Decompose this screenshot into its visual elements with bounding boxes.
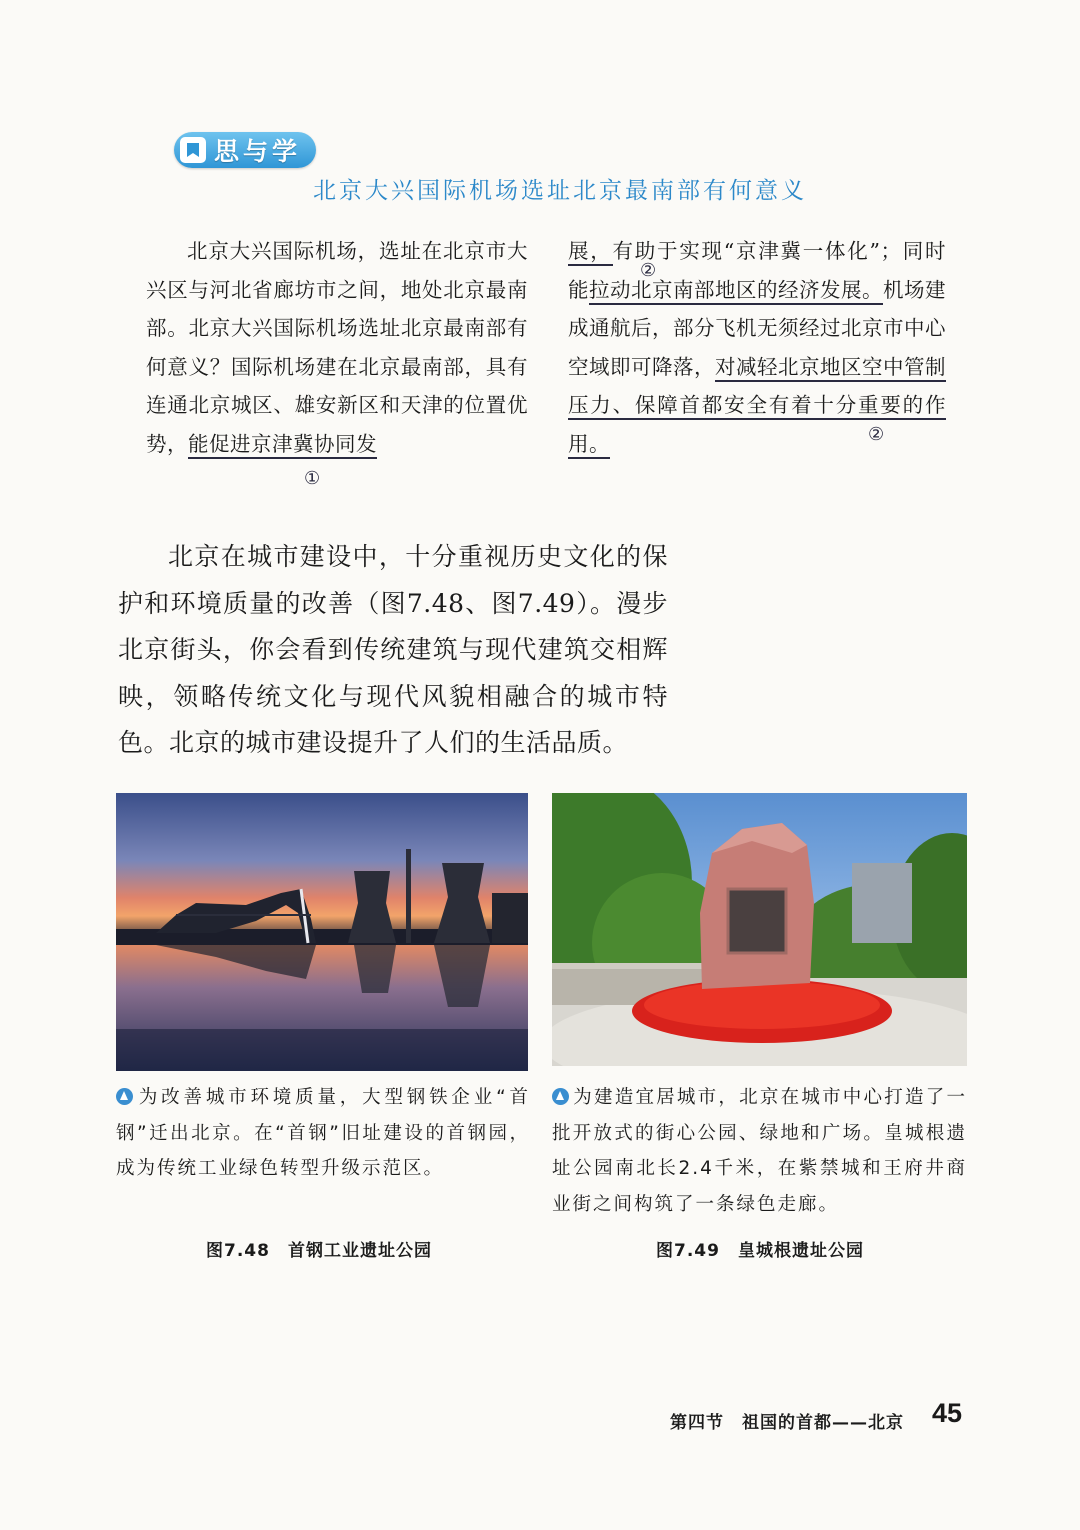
box-right-text-1: 有助于实现“京津冀一体化”；同时能	[568, 239, 947, 302]
figure-label-2: 图7.49 皇城根遗址公园	[656, 1241, 864, 1261]
bookmark-icon	[180, 137, 206, 163]
caption-text: 为改善城市环境质量，大型钢铁企业“首钢”迁出北京。在“首钢”旧址建设的首钢园，成为传统工业绿色转型升级示范区。	[116, 1087, 530, 1179]
box-title: 北京大兴国际机场选址北京最南部有何意义	[313, 178, 807, 204]
shougang-park-photo	[116, 793, 528, 1071]
footer-section-title: 第四节 祖国的首都——北京	[670, 1413, 904, 1433]
body-paragraph: 北京在城市建设中，十分重视历史文化的保护和环境质量的改善（图7.48、图7.49）。漫步北京街头，你会看到传统建筑与现代建筑交相辉映，领略传统文化与现代风貌相融合的城市特色。北京的城市建设提升了人们的生活品质。	[118, 542, 668, 757]
handwritten-mark-2: ②	[640, 260, 657, 281]
handwritten-mark-1: ①	[304, 468, 321, 489]
huangchenggen-park-photo	[552, 793, 967, 1066]
figure-caption-2	[552, 1080, 967, 1222]
badge-label: 思与学	[214, 137, 302, 166]
box-right-underlined-3: 对减轻北京地区空中管制压力、保障首都安全有着十分重要的作用。	[568, 355, 946, 459]
box-left-column	[146, 232, 528, 463]
handwritten-mark-3: ②	[868, 424, 885, 445]
caption-arrow-icon	[552, 1088, 569, 1105]
box-left-underlined: 能促进京津冀协同发	[188, 432, 377, 459]
box-right-text-2: 机场建成通航后，部分飞机无须经过北京市中心空域即可降落，	[568, 277, 946, 379]
caption-text: 为建造宜居城市，北京在城市中心打造了一批开放式的街心公园、绿地和广场。皇城根遗址公园南北长2.4千米，在紫禁城和王府井商业街之间构筑了一条绿色走廊。	[552, 1087, 967, 1215]
figure-caption-1	[116, 1080, 530, 1187]
figure-label-1: 图7.48 首钢工业遗址公园	[206, 1241, 432, 1261]
page-number: 45	[932, 1398, 963, 1428]
box-right-underlined-2: 拉动北京南部地区的经济发展。	[589, 278, 883, 305]
box-right-underlined-1: 展，	[568, 239, 613, 266]
box-right-column	[568, 232, 946, 463]
section-badge	[174, 132, 316, 168]
caption-arrow-icon	[116, 1088, 133, 1105]
box-left-text: 北京大兴国际机场，选址在北京市大兴区与河北省廊坊市之间，地处北京最南部。北京大兴国际机场选址北京最南部有何意义？国际机场建在北京最南部，具有连通北京城区、雄安新区和天津的位置优势，	[146, 239, 528, 456]
